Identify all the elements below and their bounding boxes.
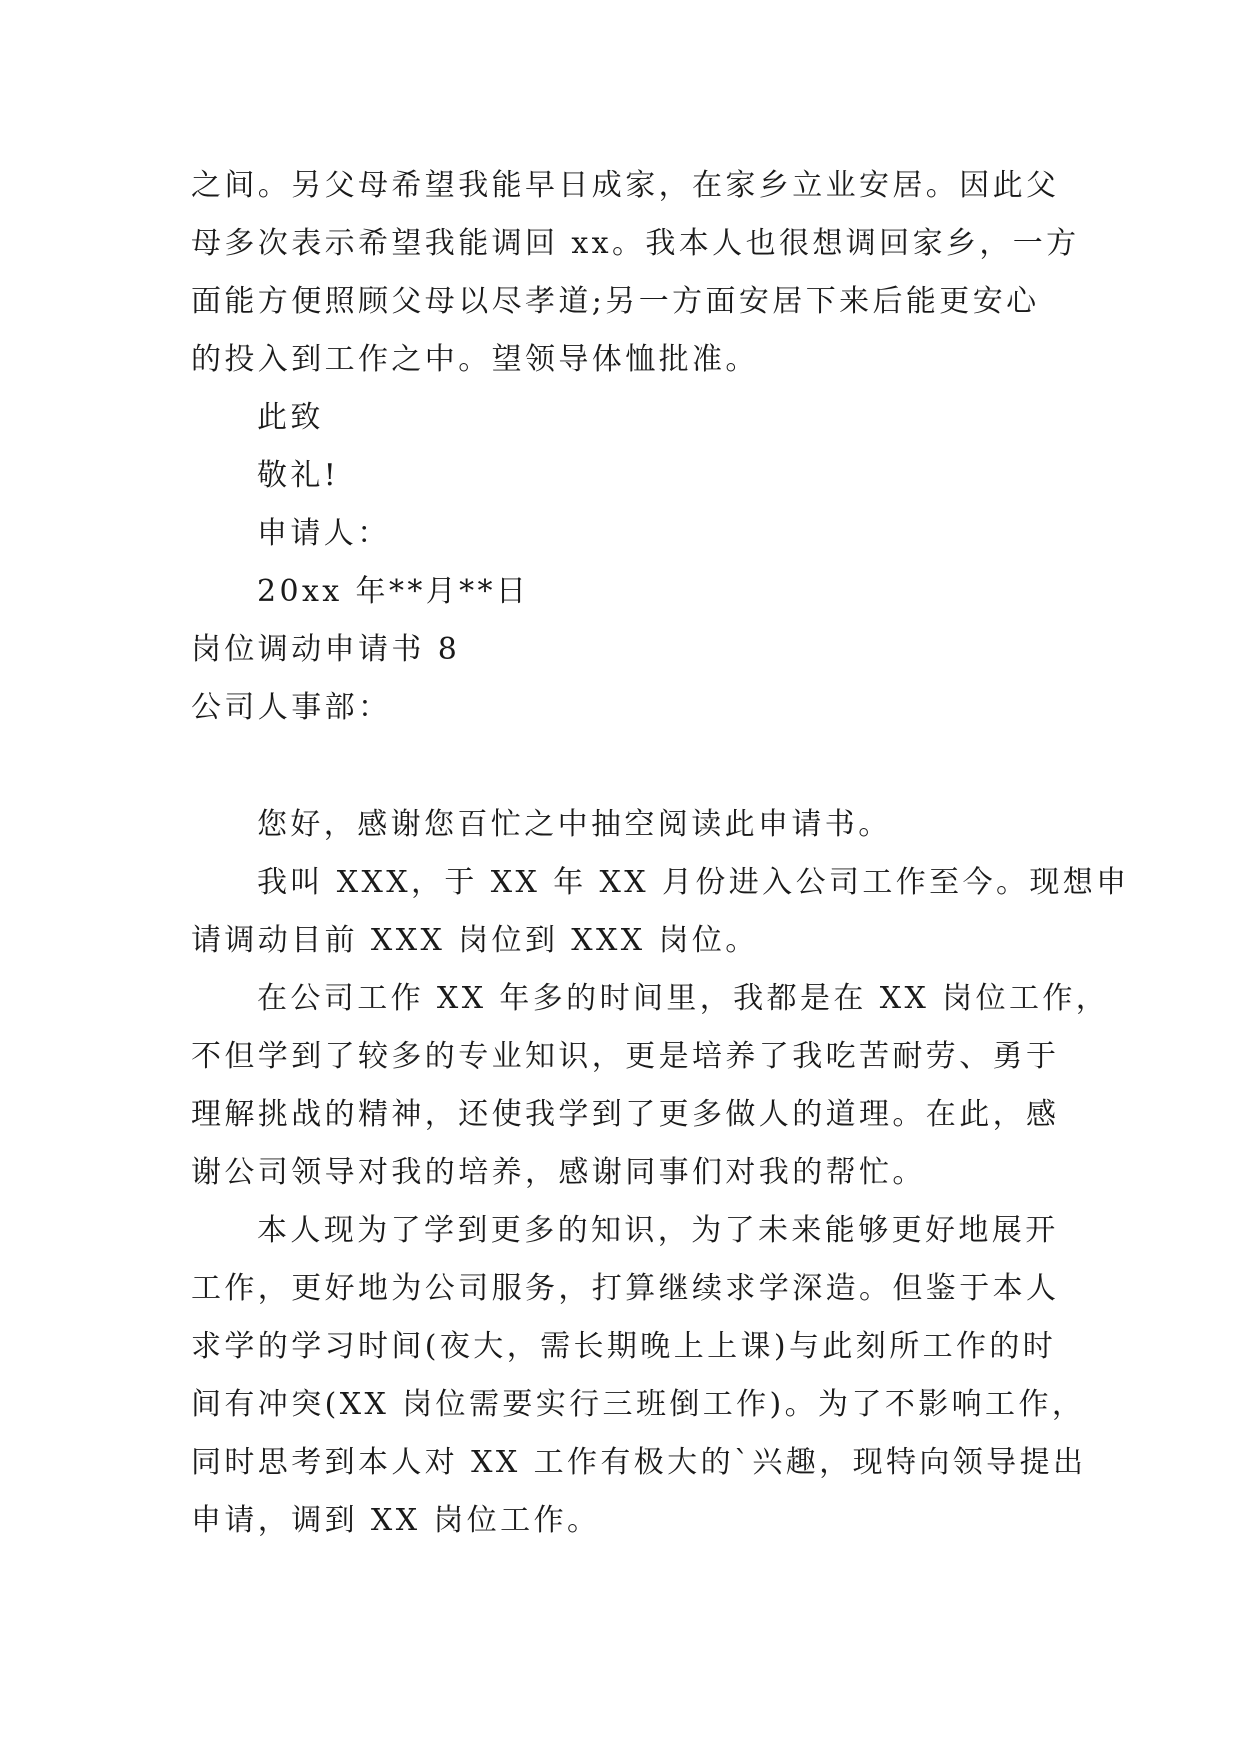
recipient: 公司人事部： (191, 690, 392, 725)
closing-salutation: 此致 (257, 400, 324, 435)
paragraph-line: 的投入到工作之中。望领导体恤批准。 (191, 342, 759, 377)
paragraph-line: 同时思考到本人对 XX 工作有极大的`兴趣，现特向领导提出 (191, 1445, 1087, 1480)
paragraph-line: 面能方便照顾父母以尽孝道;另一方面安居下来后能更安心 (191, 284, 1040, 319)
paragraph-line: 谢公司领导对我的培养，感谢同事们对我的帮忙。 (191, 1155, 926, 1190)
paragraph-line: 申请，调到 XX 岗位工作。 (191, 1503, 601, 1538)
date-line: 20xx 年**月**日 (257, 574, 530, 609)
closing-regards: 敬礼! (257, 458, 340, 493)
paragraph-line: 求学的学习时间(夜大，需长期晚上上课)与此刻所工作的时 (191, 1329, 1057, 1364)
applicant-label: 申请人： (257, 516, 391, 551)
greeting: 您好，感谢您百忙之中抽空阅读此申请书。 (257, 807, 892, 842)
paragraph-line: 理解挑战的精神，还使我学到了更多做人的道理。在此，感 (191, 1097, 1060, 1132)
paragraph-line: 间有冲突(XX 岗位需要实行三班倒工作)。为了不影响工作， (191, 1387, 1086, 1422)
paragraph-line: 本人现为了学到更多的知识，为了未来能够更好地展开 (257, 1213, 1059, 1248)
paragraph-line: 工作，更好地为公司服务，打算继续求学深造。但鉴于本人 (191, 1271, 1060, 1306)
paragraph-line: 母多次表示希望我能调回 xx。我本人也很想调回家乡，一方 (191, 226, 1080, 261)
paragraph-line: 之间。另父母希望我能早日成家，在家乡立业安居。因此父 (191, 168, 1060, 203)
section-title: 岗位调动申请书 8 (191, 632, 461, 667)
paragraph-line: 不但学到了较多的专业知识，更是培养了我吃苦耐劳、勇于 (191, 1039, 1060, 1074)
paragraph-line: 我叫 XXX，于 XX 年 XX 月份进入公司工作至今。现想申 (257, 865, 1130, 900)
paragraph-line: 在公司工作 XX 年多的时间里，我都是在 XX 岗位工作， (257, 981, 1110, 1016)
paragraph-line: 请调动目前 XXX 岗位到 XXX 岗位。 (191, 923, 759, 958)
